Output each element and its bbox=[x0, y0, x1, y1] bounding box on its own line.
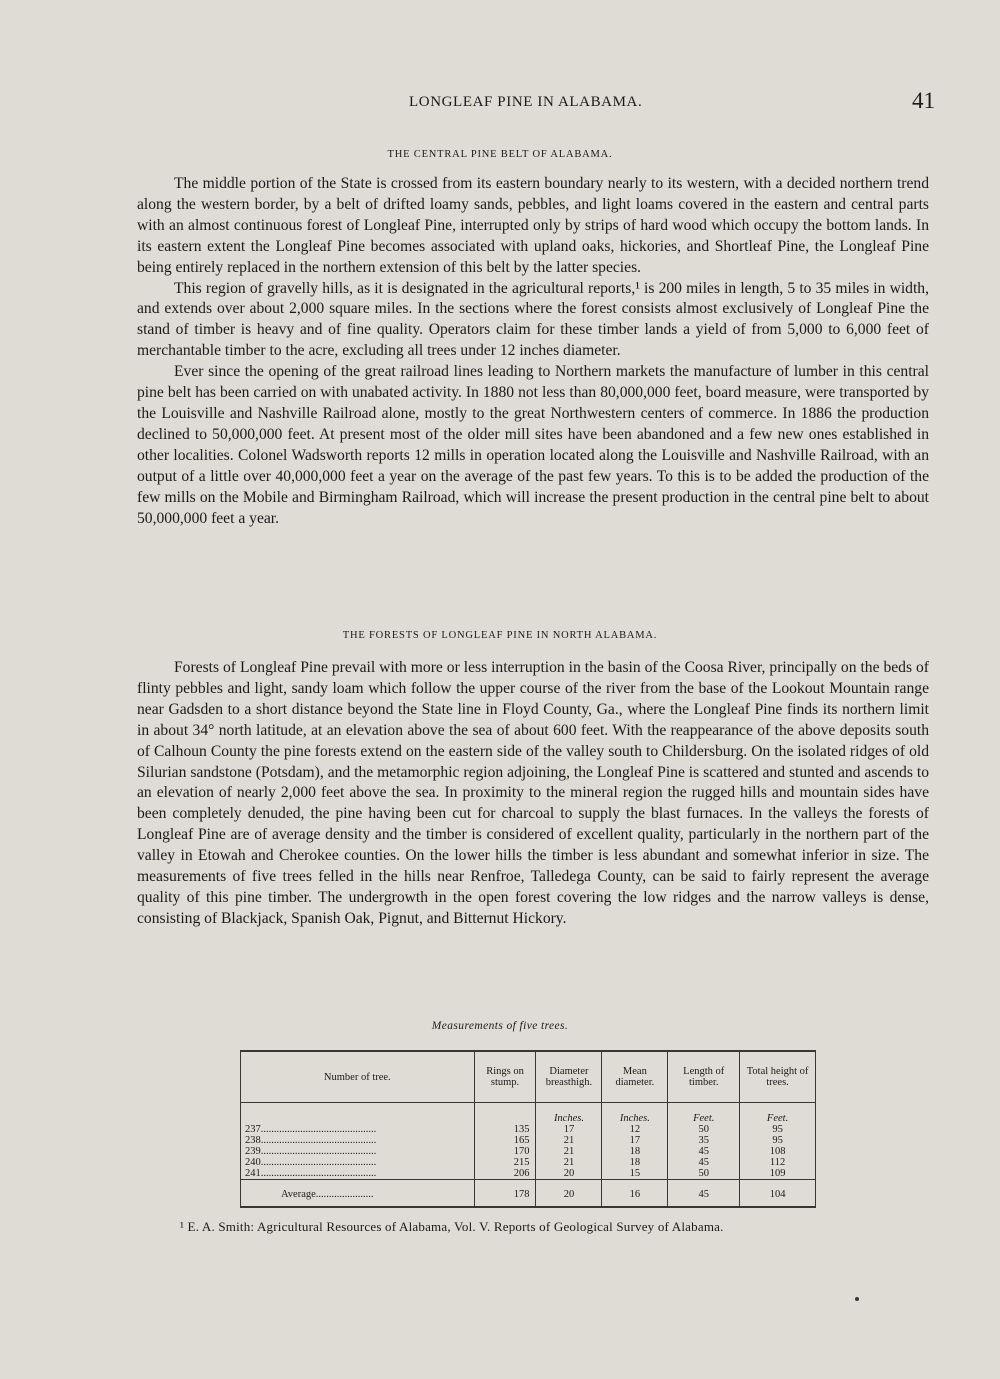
unit-cell: Feet. bbox=[668, 1103, 740, 1125]
table-row bbox=[241, 1135, 816, 1146]
running-head-title: LONGLEAF PINE IN ALABAMA. bbox=[409, 94, 643, 110]
tree-number-cell: 237............................................ bbox=[241, 1124, 475, 1135]
diameter-cell: 17 bbox=[536, 1124, 602, 1135]
rings-cell: 135 bbox=[474, 1124, 536, 1135]
running-head bbox=[0, 90, 1000, 120]
rings-cell: 206 bbox=[474, 1168, 536, 1180]
column-header: Diameter breasthigh. bbox=[536, 1051, 602, 1103]
average-label-cell: Average...................... bbox=[241, 1180, 475, 1208]
unit-cell bbox=[474, 1103, 536, 1125]
unit-cell: Inches. bbox=[602, 1103, 668, 1125]
diameter-cell: 21 bbox=[536, 1157, 602, 1168]
height-cell: 109 bbox=[740, 1168, 816, 1180]
section-heading-north-alabama: THE FORESTS OF LONGLEAF PINE IN NORTH ALABAMA. bbox=[342, 630, 658, 641]
paragraph: The middle portion of the State is crossed from its eastern boundary nearly to its western, with a decided northern trend along the western border, by a belt of drifted loamy sands, pebbles, and light loams covered in the eastern and central parts with an almost continuous forest of Longleaf Pine, interrupted only by strips of hard wood which occupy the bottom lands. In its eastern extent the Longleaf Pine becomes associated with upland oaks, hickories, and Shortleaf Pine, the Longleaf Pine being entirely replaced in the northern extension of this belt by the latter species. bbox=[137, 175, 929, 276]
mean-diameter-cell: 18 bbox=[602, 1146, 668, 1157]
ink-spot bbox=[855, 1297, 859, 1301]
rings-cell: 215 bbox=[474, 1157, 536, 1168]
diameter-cell: 21 bbox=[536, 1146, 602, 1157]
paragraph: Ever since the opening of the great railroad lines leading to Northern markets the manufacture of lumber in this central pine belt has been carried on with unabated activity. In 1880 not less than 80,000,000 feet, board measure, were transported by the Louisville and Nashville Railroad alone, mostly to the great Northwestern centers of commerce. In 1886 the production declined to 50,000,000 feet. At present most of the older mill sites have been abandoned and a few new ones established in other localities. Colonel Wadsworth reports 12 mills in operation located along the Louisville and Nashville Railroad, with an output of a little over 40,000,000 feet a year on the average of the past few years. To this is to be added the production of the few mills on the Mobile and Birmingham Railroad, which will increase the present production in the central pine belt to about 50,000,000 feet a year. bbox=[137, 363, 929, 527]
diameter-cell: 20 bbox=[536, 1168, 602, 1180]
height-cell: 95 bbox=[740, 1135, 816, 1146]
length-cell: 35 bbox=[668, 1135, 740, 1146]
table-row bbox=[241, 1124, 816, 1135]
length-cell: 50 bbox=[668, 1124, 740, 1135]
mean-diameter-cell: 12 bbox=[602, 1124, 668, 1135]
tree-number-cell: 238............................................ bbox=[241, 1135, 475, 1146]
height-cell: 104 bbox=[740, 1180, 816, 1208]
table-row bbox=[241, 1146, 816, 1157]
height-cell: 112 bbox=[740, 1157, 816, 1168]
diameter-cell: 21 bbox=[536, 1135, 602, 1146]
length-cell: 45 bbox=[668, 1157, 740, 1168]
mean-diameter-cell: 18 bbox=[602, 1157, 668, 1168]
section-body-north-alabama bbox=[137, 658, 929, 930]
unit-cell: Inches. bbox=[536, 1103, 602, 1125]
paragraph: This region of gravelly hills, as it is designated in the agricultural reports,¹ is 200 miles in length, 5 to 35 miles in width, and extends over about 2,000 square miles. In the sections where the forest consists almost exclusively of Longleaf Pine the stand of timber is heavy and of fine quality. Operators claim for these timber lands a yield of from 5,000 to 6,000 feet of merchantable timber to the acre, excluding all trees under 12 inches diameter. bbox=[137, 279, 929, 360]
table-caption: Measurements of five trees. bbox=[431, 1020, 569, 1032]
mean-diameter-cell: 15 bbox=[602, 1168, 668, 1180]
rings-cell: 170 bbox=[474, 1146, 536, 1157]
table-units-row bbox=[241, 1103, 816, 1125]
measurements-table bbox=[240, 1050, 816, 1208]
section-body-central-pine-belt bbox=[137, 174, 929, 529]
table-average-row bbox=[241, 1180, 816, 1208]
column-header: Rings on stump. bbox=[474, 1051, 536, 1103]
rings-cell: 178 bbox=[474, 1180, 536, 1208]
column-header: Number of tree. bbox=[241, 1051, 475, 1103]
mean-diameter-cell: 17 bbox=[602, 1135, 668, 1146]
page-number: 41 bbox=[912, 88, 935, 113]
tree-number-cell: 239............................................ bbox=[241, 1146, 475, 1157]
section-heading-central-pine-belt: THE CENTRAL PINE BELT OF ALABAMA. bbox=[387, 149, 613, 160]
footnote: ¹ E. A. Smith: Agricultural Resources of Alabama, Vol. V. Reports of Geological Survey of Alabama. bbox=[180, 1219, 724, 1234]
length-cell: 45 bbox=[668, 1146, 740, 1157]
unit-cell: Feet. bbox=[740, 1103, 816, 1125]
table-row bbox=[241, 1157, 816, 1168]
paragraph: Forests of Longleaf Pine prevail with more or less interruption in the basin of the Coosa River, principally on the beds of flinty pebbles and light, sandy loam which follow the upper course of the river from the base of the Lookout Mountain range near Gadsden to a short distance beyond the State line in Floyd County, Ga., where the Longleaf Pine finds its northern limit in about 34° north latitude, at an elevation above the sea of about 600 feet. With the reappearance of the above deposits south of Calhoun County the pine forests extend on the eastern side of the valley south to Childersburg. On the isolated ridges of old Silurian sandstone (Potsdam), and the metamorphic region adjoining, the Longleaf Pine is scattered and stunted and ascends to an elevation of nearly 2,000 feet above the sea. In proximity to the mineral region the rugged hills and mountain sides have been completely denuded, the pine having been cut for charcoal to supply the blast furnaces. In the valleys the forests of Longleaf Pine are of average density and the timber is considered of excellent quality, particularly in the northern part of the valley in Etowah and Cherokee counties. On the lower hills the timber is less abundant and somewhat inferior in size. The measurements of five trees felled in the hills near Renfroe, Talledega County, can be said to fairly represent the average quality of this pine timber. The undergrowth in the open forest covering the low ridges and the narrow valleys is dense, consisting of Blackjack, Spanish Oak, Pignut, and Bitternut Hickory. bbox=[137, 659, 929, 927]
table-row bbox=[241, 1168, 816, 1180]
height-cell: 95 bbox=[740, 1124, 816, 1135]
column-header: Mean diameter. bbox=[602, 1051, 668, 1103]
column-header: Total height of trees. bbox=[740, 1051, 816, 1103]
table-header-row bbox=[241, 1051, 816, 1103]
column-header: Length of timber. bbox=[668, 1051, 740, 1103]
tree-number-cell: 241............................................ bbox=[241, 1168, 475, 1180]
mean-diameter-cell: 16 bbox=[602, 1180, 668, 1208]
length-cell: 45 bbox=[668, 1180, 740, 1208]
diameter-cell: 20 bbox=[536, 1180, 602, 1208]
length-cell: 50 bbox=[668, 1168, 740, 1180]
tree-number-cell: 240............................................ bbox=[241, 1157, 475, 1168]
rings-cell: 165 bbox=[474, 1135, 536, 1146]
unit-cell bbox=[241, 1103, 475, 1125]
height-cell: 108 bbox=[740, 1146, 816, 1157]
